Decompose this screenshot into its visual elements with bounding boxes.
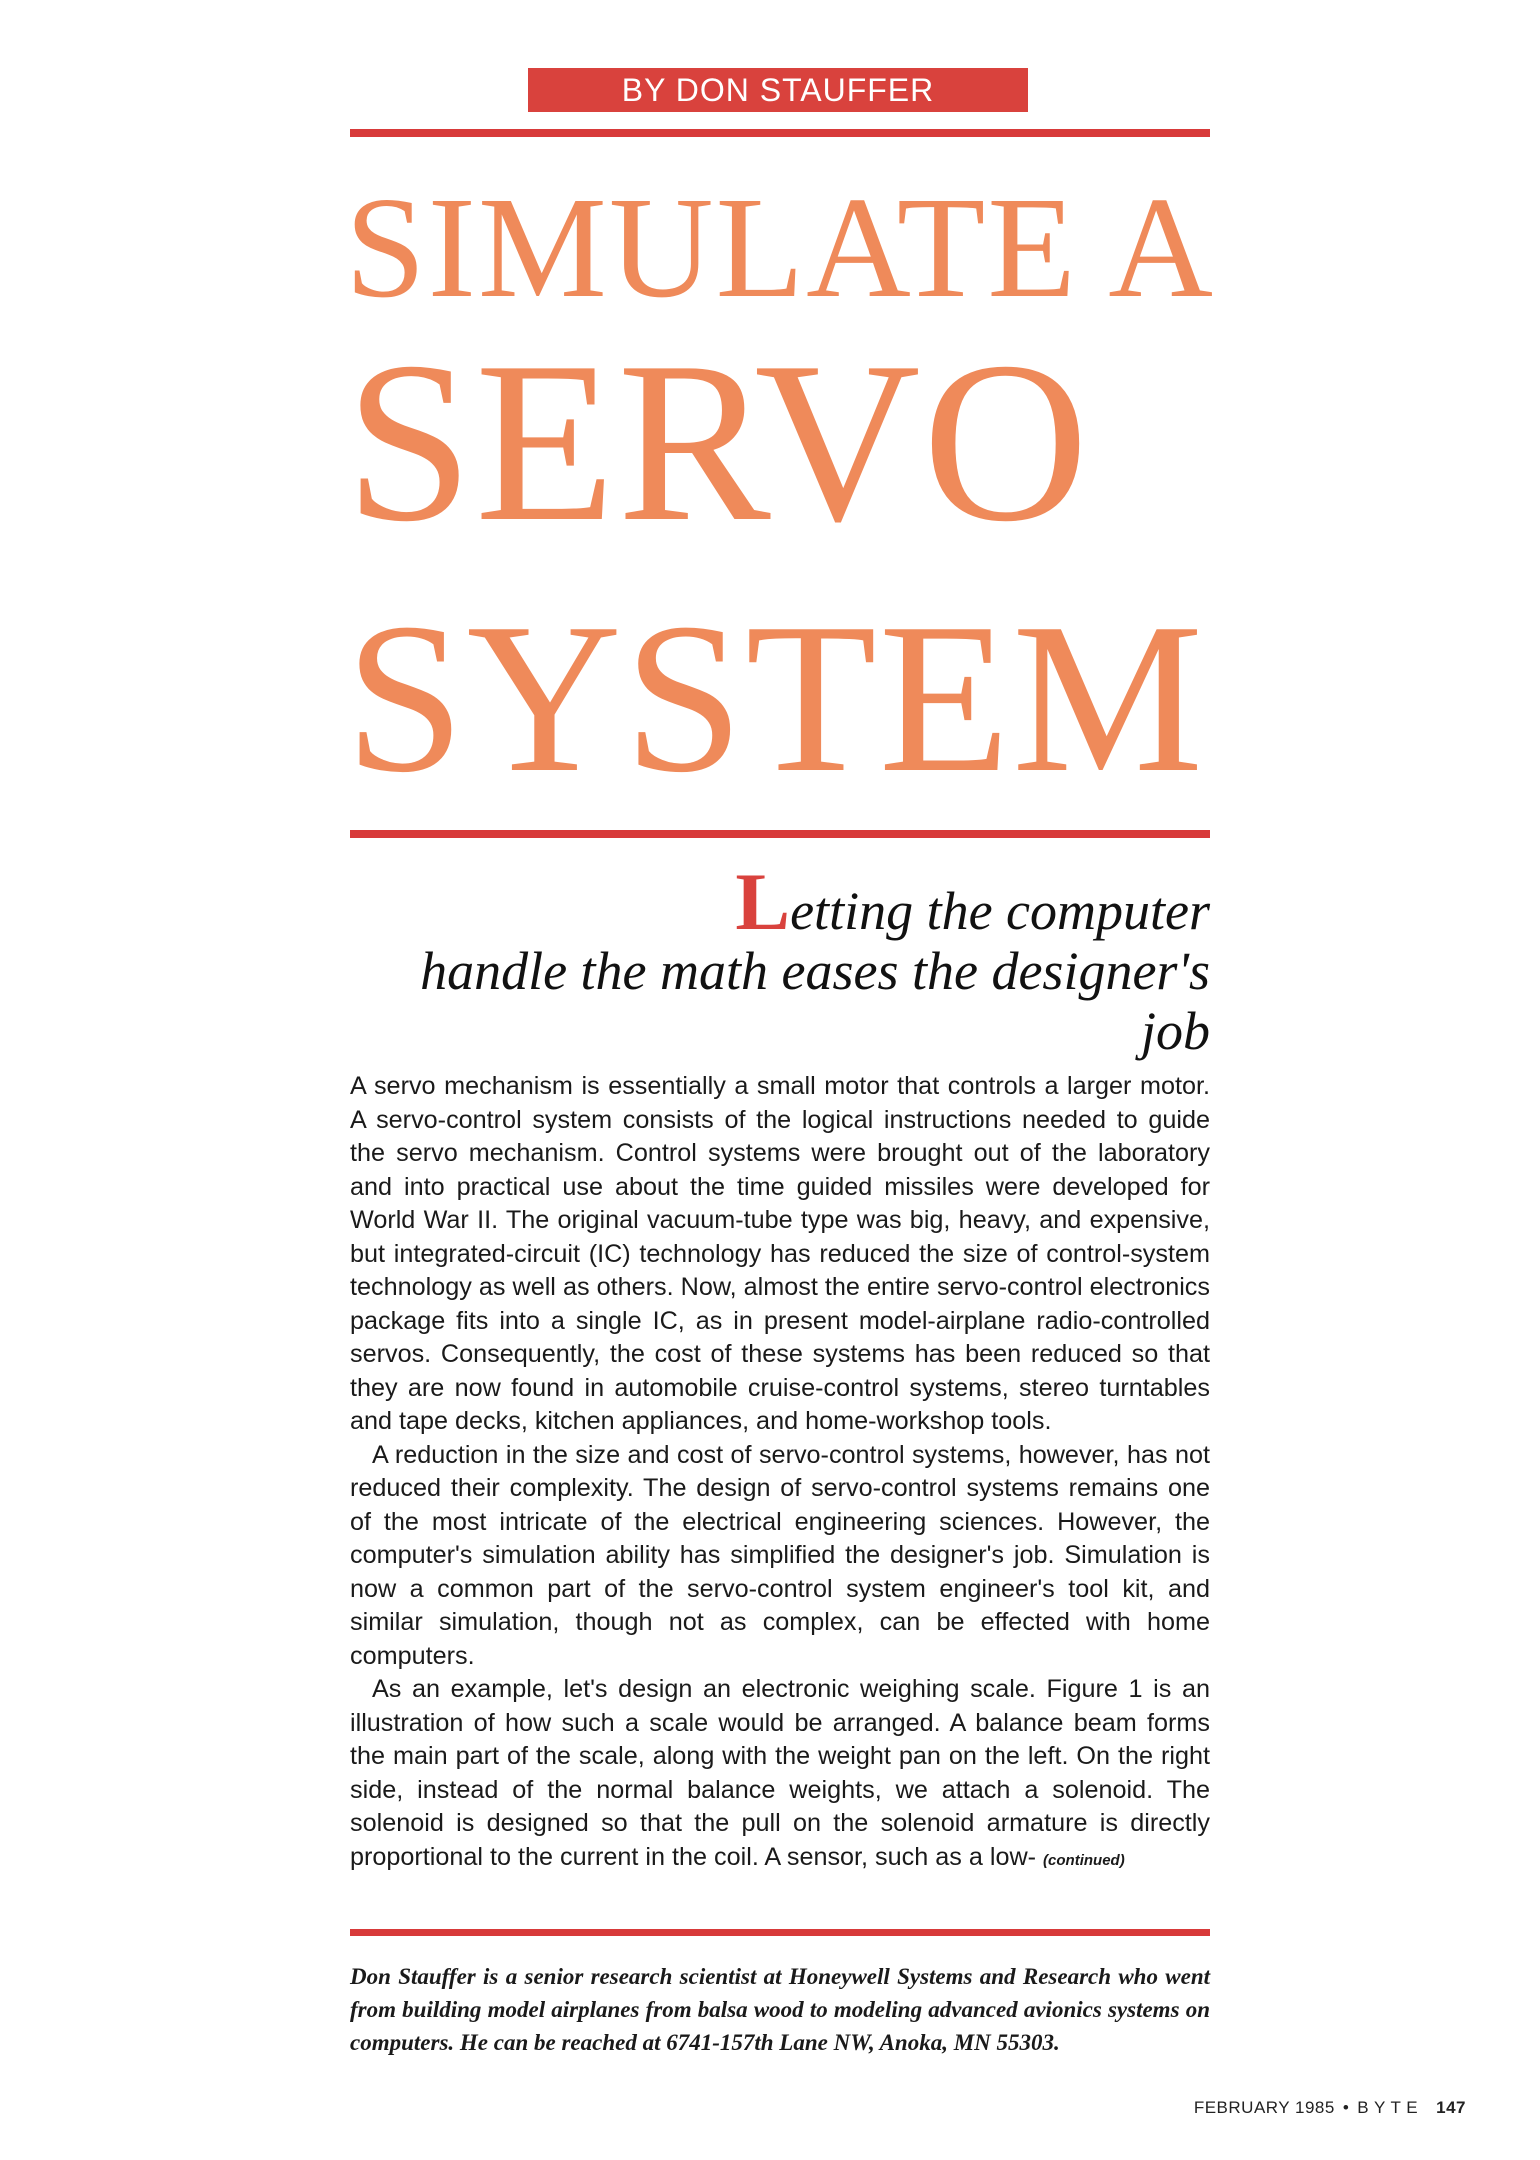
continued-marker: (continued): [1043, 1851, 1125, 1869]
paragraph-3-text: As an example, let's design an electronic weighing scale. Figure 1 is an illustration of how such a scale would be arranged. A balance beam forms the main part of the scale, along with the weight pan on the left. On the right side, instead of the normal balance weights, we attach a solenoid. The solenoid is designed so that the pull on the solenoid armature is directly proportional to the current in the coil. A sensor, such as a low-: [350, 1675, 1210, 1871]
page-footer: [1194, 2098, 1466, 2118]
article-body: [350, 1070, 1210, 1877]
author-bio: Don Stauffer is a senior research scientist at Honeywell Systems and Research who went from building model airplanes from balsa wood to modeling advanced avionics systems on computers. He can be reached at 6741-157th Lane NW, Anoka, MN 55303.: [350, 1964, 1210, 2055]
subhead-dropcap: L: [735, 856, 791, 947]
footer-issue: FEBRUARY 1985: [1193, 2098, 1335, 2117]
paragraph-3: [350, 1673, 1210, 1877]
subheadline: [350, 856, 1210, 1061]
bio-divider: [350, 1929, 1210, 1936]
title-line-3: SYSTEM: [345, 578, 1206, 817]
top-divider: [350, 129, 1210, 137]
byline-banner: [528, 68, 1028, 112]
subhead-line-2: handle the math eases the designer's job: [420, 941, 1210, 1061]
title-divider: [350, 830, 1210, 838]
byline-text: BY DON STAUFFER: [621, 72, 935, 108]
subhead-line-1: etting the computer: [790, 881, 1210, 941]
title-line-2: SERVO: [345, 314, 1091, 569]
title-line-1: SIMULATE A: [345, 168, 1215, 328]
footer-magazine: B Y T E: [1357, 2098, 1419, 2117]
paragraph-1: A servo mechanism is essentially a small motor that controls a larger motor. A servo-control system consists of the logical instructions needed to guide the servo mechanism. Control systems were brought out of the laboratory and into practical use about the time guided missiles were developed for World War II. The original vacuum-tube type was big, heavy, and expensive, but integrated-circuit (IC) technology has reduced the size of control-system technology as well as others. Now, almost the entire servo-control electronics package fits into a single IC, as in present model-airplane radio-controlled servos. Consequently, the cost of these systems has been reduced so that they are now found in automobile cruise-control systems, stereo turntables and tape decks, kitchen appliances, and home-workshop tools.: [350, 1072, 1210, 1435]
paragraph-2: A reduction in the size and cost of servo-control systems, however, has not reduced their complexity. The design of servo-control systems remains one of the most intricate of the electrical engineering sciences. However, the computer's simulation ability has simplified the designer's job. Simulation is now a common part of the servo-control system engineer's tool kit, and similar simulation, though not as complex, can be effected with home computers.: [350, 1440, 1210, 1670]
page-number: 147: [1436, 2098, 1466, 2117]
footer-separator: •: [1342, 2098, 1350, 2117]
